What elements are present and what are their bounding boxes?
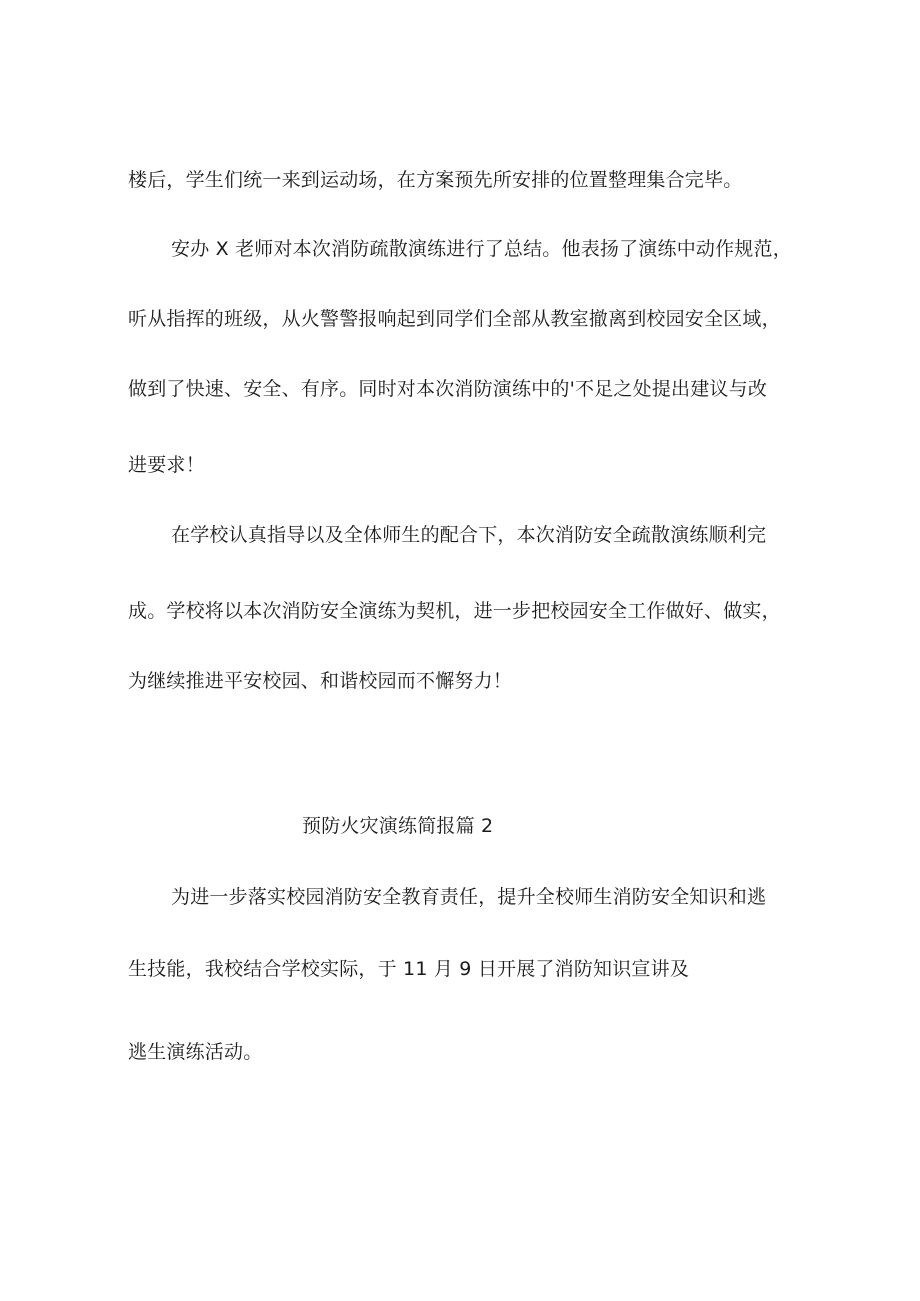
paragraph-2-line-4: 进要求！	[128, 454, 205, 476]
paragraph-3-line-3: 为继续推进平安校园、和谐校园而不懈努力！	[128, 670, 513, 692]
paragraph-1-line-1: 楼后，学生们统一来到运动场，在方案预先所安排的位置整理集合完毕。	[128, 169, 743, 191]
paragraph-2-line-3: 做到了快速、安全、有序。同时对本次消防演练中的'不足之处提出建议与改	[128, 378, 768, 400]
section-paragraph-line-2: 生技能，我校结合学校实际，于 11 月 9 日开展了消防知识宣讲及	[128, 958, 690, 980]
paragraph-2-line-2: 听从指挥的班级，从火警警报响起到同学们全部从教室撤离到校园安全区域，	[128, 308, 781, 330]
section-paragraph-line-1: 为进一步落实校园消防安全教育责任，提升全校师生消防安全知识和逃	[171, 886, 767, 908]
section-paragraph-line-3: 逃生演练活动。	[128, 1041, 263, 1063]
section-heading: 预防火灾演练简报篇 2	[302, 815, 494, 837]
paragraph-3-line-1: 在学校认真指导以及全体师生的配合下，本次消防安全疏散演练顺利完	[171, 524, 767, 546]
paragraph-2-line-1: 安办 X 老师对本次消防疏散演练进行了总结。他表扬了演练中动作规范，	[171, 238, 792, 260]
paragraph-3-line-2: 成。学校将以本次消防安全演练为契机，进一步把校园安全工作做好、做实，	[128, 600, 781, 622]
